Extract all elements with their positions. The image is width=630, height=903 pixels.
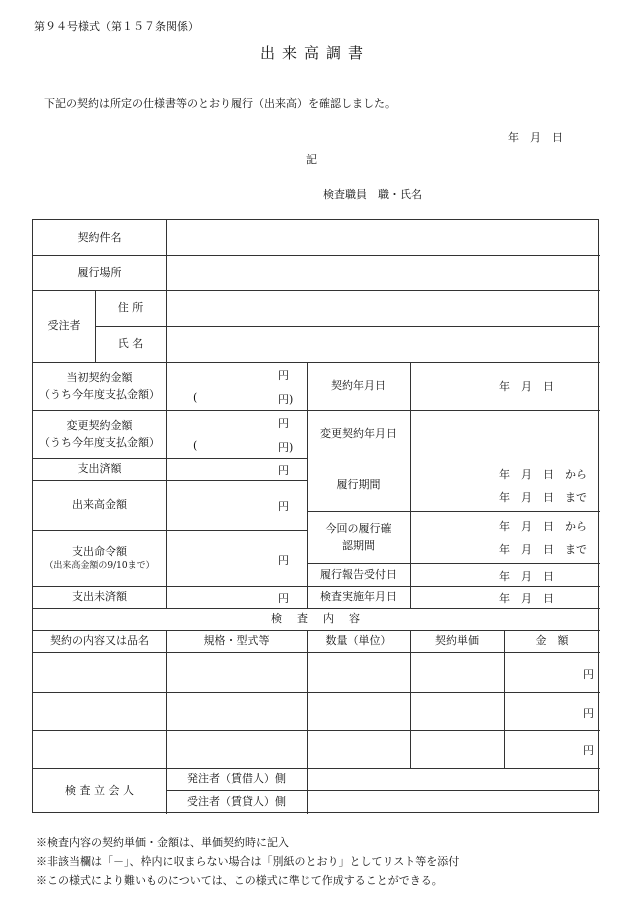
- period-to: 年 月 日 まで: [499, 491, 587, 504]
- changed-amount-title: 変更契約金額: [66, 418, 133, 432]
- inspection-date-label: 検査実施年月日: [320, 590, 397, 604]
- ki-label: 記: [306, 153, 317, 166]
- yen-unit: 円: [278, 417, 289, 430]
- contract-name-field[interactable]: [166, 220, 600, 255]
- unpaid-label: 支出未済額: [72, 590, 127, 604]
- name-field[interactable]: [166, 326, 600, 362]
- orderer-side-field[interactable]: [307, 768, 600, 790]
- contract-date-value: 年 月 日: [499, 380, 554, 393]
- row-yen: 円: [583, 707, 594, 720]
- progress-table: [32, 219, 599, 813]
- address-field[interactable]: [166, 290, 600, 326]
- open-paren: (: [193, 439, 198, 452]
- col-item-header: 契約の内容又は品名: [50, 634, 149, 648]
- date-line: 年 月 日: [508, 131, 563, 144]
- yen-unit: 円: [278, 592, 289, 605]
- intro-text: 下記の契約は所定の仕様書等のとおり履行（出来高）を確認しました。: [44, 97, 396, 110]
- initial-amount-title: 当初契約金額: [66, 370, 133, 384]
- report-date-label: 履行報告受付日: [320, 567, 397, 581]
- changed-amount-label: [33, 410, 166, 458]
- location-label: 履行場所: [77, 265, 122, 279]
- col-spec-header: 規格・型式等: [203, 634, 270, 648]
- yen-unit: 円: [278, 369, 289, 382]
- witness-label: 検 査 立 会 人: [65, 784, 134, 798]
- change-date-label: 変更契約年月日: [320, 427, 397, 441]
- this-period-from: 年 月 日 から: [499, 520, 587, 533]
- contractor-side-label: 受注者（賃貸人）側: [187, 795, 286, 809]
- note-1: ※検査内容の契約単価・金額は、単価契約時に記入: [36, 836, 289, 849]
- paid-label: 支出済額: [77, 462, 122, 476]
- orderer-side-label: 発注者（賃借人）側: [187, 772, 286, 786]
- contractor-side-field[interactable]: [307, 790, 600, 814]
- yen-unit: 円: [278, 554, 289, 567]
- payment-order-title: 支出命令額: [72, 544, 127, 558]
- this-period-label: 今回の履行確認期間: [325, 521, 392, 552]
- col-amount-header: 金 額: [535, 634, 569, 648]
- col-unit-price-header: 契約単価: [435, 634, 479, 648]
- yen-paren-unit: 円): [278, 441, 294, 454]
- contractor-label: 受注者: [47, 319, 81, 333]
- name-label: 氏 名: [117, 337, 144, 351]
- note-3: ※この様式により難いものについては、この様式に準じて作成することができる。: [36, 874, 443, 887]
- col-qty-header: 数量（単位）: [325, 634, 392, 648]
- row-yen: 円: [583, 668, 594, 681]
- payment-order-sub: （出来高金額の9/10まで）: [44, 560, 155, 571]
- yen-unit: 円: [278, 464, 289, 477]
- payment-order-label: [33, 530, 166, 586]
- note-2: ※非該当欄は「－」、枠内に収まらない場合は「別紙のとおり」としてリスト等を添付: [36, 855, 460, 868]
- period-label: 履行期間: [336, 477, 381, 491]
- contract-name-label: 契約件名: [77, 230, 122, 244]
- page-title: 出来高調書: [259, 44, 370, 62]
- this-period-to: 年 月 日 まで: [499, 543, 587, 556]
- progress-amount-label: 出来高金額: [72, 498, 127, 512]
- address-label: 住 所: [117, 301, 144, 315]
- initial-amount-label: [33, 362, 166, 410]
- report-date-value: 年 月 日: [499, 570, 554, 583]
- initial-amount-sub: （うち今年度支払金額）: [39, 388, 160, 401]
- row-yen: 円: [583, 744, 594, 757]
- changed-amount-sub: （うち今年度支払金額）: [39, 436, 160, 449]
- inspector-label: 検査職員 職・氏名: [323, 188, 422, 201]
- location-field[interactable]: [166, 255, 600, 290]
- yen-paren-unit: 円): [278, 393, 294, 406]
- inspection-date-value: 年 月 日: [499, 592, 554, 605]
- yen-unit: 円: [278, 500, 289, 513]
- form-number: 第９４号様式（第１５７条関係）: [34, 20, 199, 33]
- period-from: 年 月 日 から: [499, 468, 587, 481]
- open-paren: (: [193, 391, 198, 404]
- inspection-content-heading: 検 査 内 容: [271, 612, 362, 626]
- contract-date-label: 契約年月日: [331, 379, 386, 393]
